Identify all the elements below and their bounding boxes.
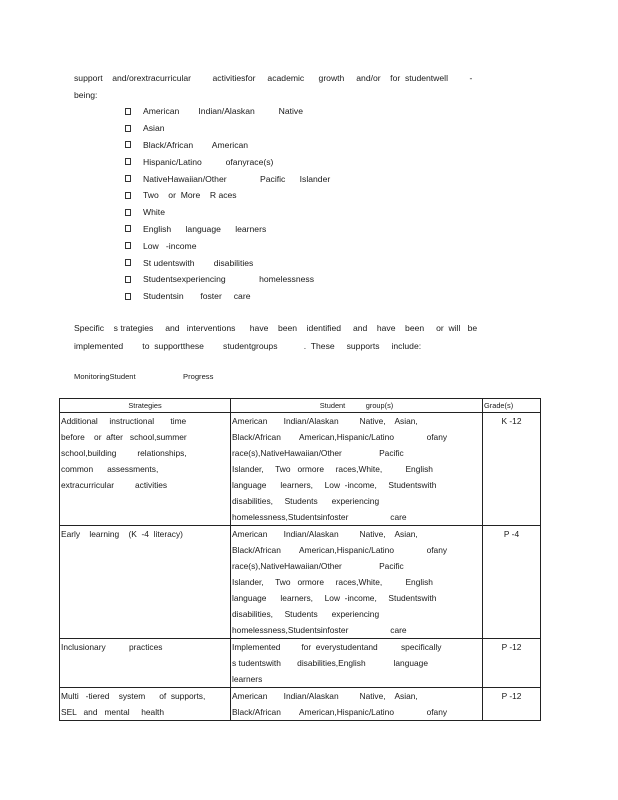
table-row: [60, 639, 541, 688]
list-item: [125, 137, 330, 154]
cell-line: American Indian/Alaskan Native, Asian,: [232, 691, 418, 701]
list-item: [125, 187, 330, 204]
list-item-label: Studentsin foster care: [143, 291, 251, 302]
checkbox-icon: [125, 108, 131, 115]
checkbox-icon: [125, 192, 131, 199]
cell-line: extracurricular activities: [61, 480, 168, 490]
list-item-label: St udentswith disabilities: [143, 257, 254, 268]
cell-line: homelessness,Studentsinfoster care: [232, 625, 407, 635]
list-item-label: Asian: [143, 123, 165, 134]
checkbox-icon: [125, 242, 131, 249]
table-header-row: [60, 399, 541, 413]
grade-cell: P -12: [483, 639, 541, 688]
intro-line-2: being:: [74, 90, 98, 100]
cell-line: language learners, Low -income, Studentswith: [232, 480, 437, 490]
header-student-groups: Student group(s): [231, 399, 483, 413]
header-strategies: Strategies: [60, 399, 231, 413]
list-item: [125, 153, 330, 170]
cell-line: Islander, Two ormore races,White, English: [232, 464, 433, 474]
cell-line: before or after school,summer: [61, 432, 187, 442]
cell-line: Islander, Two ormore races,White, English: [232, 577, 433, 587]
strategy-cell: [60, 413, 231, 526]
cell-line: common assessments,: [61, 464, 159, 474]
cell-line: race(s),NativeHawaiian/Other Pacific: [232, 448, 404, 458]
table-row: [60, 413, 541, 526]
intro-line-1: support and/orextracurricular activitiesfor academic growth and/or for studentwell -: [74, 73, 473, 83]
checkbox-icon: [125, 209, 131, 216]
cell-line: Black/African American,Hispanic/Latino ofany: [232, 707, 448, 717]
checkbox-icon: [125, 259, 131, 266]
list-item: [125, 271, 330, 288]
grade-cell: P -4: [483, 526, 541, 639]
list-item: [125, 288, 330, 305]
list-item: [125, 103, 330, 120]
student-group-list: [125, 103, 330, 305]
list-item-label: Black/African American: [143, 139, 249, 150]
list-item: [125, 221, 330, 238]
checkbox-icon: [125, 175, 131, 182]
strategy-cell: [60, 526, 231, 639]
cell-line: homelessness,Studentsinfoster care: [232, 512, 407, 522]
cell-line: disabilities, Students experiencing: [232, 609, 380, 619]
cell-line: SEL and mental health: [61, 707, 165, 717]
groups-cell: [231, 413, 483, 526]
list-item: [125, 170, 330, 187]
list-item-label: Two or More R aces: [143, 190, 237, 201]
strategy-cell: [60, 639, 231, 688]
cell-line: American Indian/Alaskan Native, Asian,: [232, 416, 418, 426]
list-item: [125, 120, 330, 137]
list-item-label: White: [143, 207, 165, 218]
grade-cell: P -12: [483, 688, 541, 721]
cell-line: Early learning (K -4 literacy): [61, 529, 183, 539]
list-item: [125, 204, 330, 221]
cell-line: learners: [232, 674, 263, 684]
cell-line: Additional instructional time: [61, 416, 187, 426]
groups-cell: [231, 688, 483, 721]
subheading-left: MonitoringStudent: [74, 372, 136, 381]
cell-line: Multi -tiered system of supports,: [61, 691, 206, 701]
header-grades: Grade(s): [483, 399, 541, 413]
grade-cell: K -12: [483, 413, 541, 526]
list-item-label: Low -income: [143, 240, 197, 251]
cell-line: Inclusionary practices: [61, 642, 163, 652]
subheading-right: Progress: [183, 372, 214, 381]
list-item-label: Studentsexperiencing homelessness: [143, 274, 315, 285]
strategies-line-2: implemented to supportthese studentgroups . These supports include:: [74, 341, 422, 351]
groups-cell: [231, 639, 483, 688]
checkbox-icon: [125, 158, 131, 165]
cell-line: race(s),NativeHawaiian/Other Pacific: [232, 561, 404, 571]
cell-line: Black/African American,Hispanic/Latino ofany: [232, 432, 448, 442]
checkbox-icon: [125, 141, 131, 148]
table-row: [60, 526, 541, 639]
checkbox-icon: [125, 293, 131, 300]
list-item: [125, 237, 330, 254]
list-item-label: American Indian/Alaskan Native: [143, 106, 304, 117]
checkbox-icon: [125, 225, 131, 232]
strategy-cell: [60, 688, 231, 721]
list-item-label: Hispanic/Latino ofanyrace(s): [143, 156, 274, 167]
groups-cell: [231, 526, 483, 639]
cell-line: disabilities, Students experiencing: [232, 496, 380, 506]
cell-line: Black/African American,Hispanic/Latino ofany: [232, 545, 448, 555]
strategies-line-1: Specific s trategies and interventions have been identified and have been or will be: [74, 323, 478, 333]
checkbox-icon: [125, 125, 131, 132]
cell-line: American Indian/Alaskan Native, Asian,: [232, 529, 418, 539]
list-item-label: English language learners: [143, 223, 267, 234]
strategies-table: [59, 398, 541, 721]
cell-line: s tudentswith disabilities,English language: [232, 658, 428, 668]
checkbox-icon: [125, 276, 131, 283]
cell-line: school,building relationships,: [61, 448, 187, 458]
cell-line: language learners, Low -income, Studentswith: [232, 593, 437, 603]
table-row: [60, 688, 541, 721]
list-item-label: NativeHawaiian/Other Pacific Islander: [143, 173, 331, 184]
list-item: [125, 254, 330, 271]
cell-line: Implemented for everystudentand specifically: [232, 642, 442, 652]
